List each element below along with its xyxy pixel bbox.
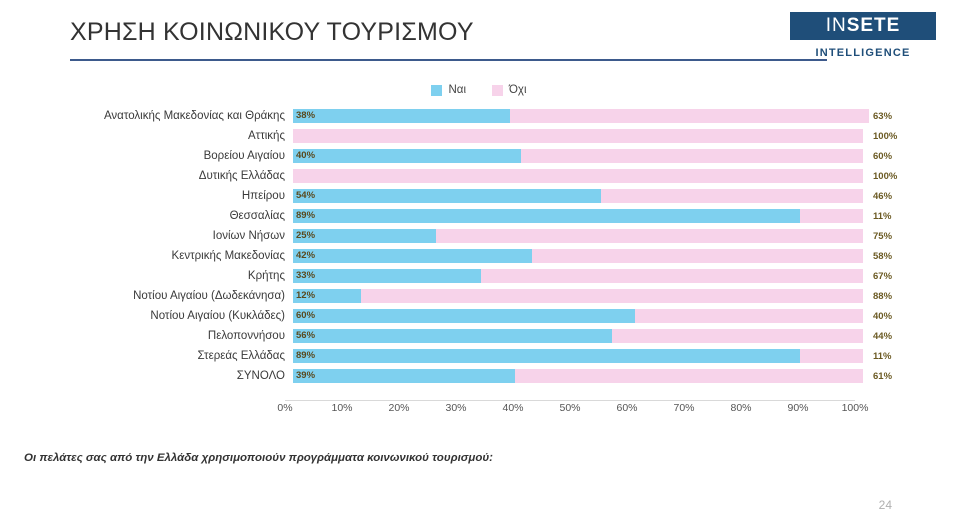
bar-value-label-yes: 89% — [296, 210, 316, 221]
x-axis-line — [285, 400, 855, 401]
bar-value-label-no: 58% — [873, 250, 893, 262]
bar-value-label-yes: 33% — [296, 270, 316, 281]
axis-tick-label: 40% — [502, 402, 524, 414]
bar-segment-no — [481, 269, 863, 283]
bar-track — [293, 229, 863, 243]
axis-tick-label: 60% — [616, 402, 638, 414]
bar-track — [293, 269, 863, 283]
chart-row — [0, 226, 958, 246]
bar-track — [293, 109, 863, 123]
bar-segment-yes — [293, 309, 635, 323]
bar-segment-yes — [293, 349, 800, 363]
logo-wordmark — [790, 12, 936, 40]
legend-item-no[interactable] — [492, 84, 527, 96]
bar-value-label-no: 100% — [873, 130, 898, 142]
category-label: Στερεάς Ελλάδας — [197, 350, 285, 362]
bar-value-label-yes: 38% — [296, 110, 316, 121]
bar-track — [293, 309, 863, 323]
axis-tick-label: 90% — [787, 402, 809, 414]
bar-value-label-yes: 56% — [296, 330, 316, 341]
legend-item-yes[interactable] — [431, 84, 466, 96]
legend-label: Όχι — [509, 84, 527, 96]
axis-tick-label: 30% — [445, 402, 467, 414]
chart-row — [0, 206, 958, 226]
logo-wordmark-bold: SETE — [846, 15, 901, 36]
legend-swatch-icon — [492, 85, 503, 96]
chart-row — [0, 306, 958, 326]
bar-segment-no — [293, 169, 863, 183]
chart-row — [0, 266, 958, 286]
bar-segment-no — [515, 369, 863, 383]
bar-track — [293, 129, 863, 143]
bar-track — [293, 349, 863, 363]
bar-value-label-no: 88% — [873, 290, 893, 302]
bar-segment-yes — [293, 149, 521, 163]
bar-track — [293, 289, 863, 303]
chart-row — [0, 286, 958, 306]
bar-value-label-no: 75% — [873, 230, 893, 242]
axis-tick-label: 50% — [559, 402, 581, 414]
bar-segment-no — [800, 209, 863, 223]
insete-logo — [790, 12, 936, 59]
bar-segment-no — [510, 109, 869, 123]
bar-segment-no — [635, 309, 863, 323]
chart-row — [0, 146, 958, 166]
legend-swatch-icon — [431, 85, 442, 96]
bar-segment-no — [612, 329, 863, 343]
category-label: Κεντρικής Μακεδονίας — [171, 250, 285, 262]
axis-tick-label: 100% — [841, 402, 869, 414]
page-title: ΧΡΗΣΗ ΚΟΙΝΩΝΙΚΟΥ ΤΟΥΡΙΣΜΟΥ — [70, 18, 474, 46]
bar-segment-no — [532, 249, 863, 263]
bar-track — [293, 209, 863, 223]
bar-segment-no — [601, 189, 863, 203]
chart-row — [0, 166, 958, 186]
bar-track — [293, 189, 863, 203]
bar-value-label-yes: 60% — [296, 310, 316, 321]
bar-value-label-no: 61% — [873, 370, 893, 382]
chart-row — [0, 186, 958, 206]
bar-value-label-no: 11% — [873, 210, 892, 222]
bar-segment-no — [800, 349, 863, 363]
chart-row — [0, 366, 958, 386]
bar-value-label-no: 63% — [873, 110, 893, 122]
logo-subtitle: INTELLIGENCE — [815, 47, 911, 59]
bar-value-label-no: 67% — [873, 270, 893, 282]
category-label: Αττικής — [248, 130, 285, 142]
bar-value-label-no: 100% — [873, 170, 898, 182]
bar-segment-no — [521, 149, 863, 163]
category-label: Πελοποννήσου — [207, 330, 285, 342]
bar-value-label-yes: 42% — [296, 250, 316, 261]
bar-segment-yes — [293, 209, 800, 223]
bar-segment-no — [361, 289, 863, 303]
bar-value-label-no: 60% — [873, 150, 893, 162]
chart-footnote: Οι πελάτες σας από την Ελλάδα χρησιμοποιούν προγράμματα κοινωνικού τουρισμού: — [24, 452, 494, 464]
bar-track — [293, 369, 863, 383]
bar-value-label-yes: 25% — [296, 230, 316, 241]
category-label: Νοτίου Αιγαίου (Δωδεκάνησα) — [133, 290, 285, 302]
bar-track — [293, 249, 863, 263]
chart-row — [0, 346, 958, 366]
legend-label: Ναι — [448, 84, 466, 96]
category-label: ΣΥΝΟΛΟ — [236, 370, 285, 382]
bar-track — [293, 149, 863, 163]
bar-segment-no — [293, 129, 863, 143]
category-label: Βορείου Αιγαίου — [203, 150, 285, 162]
category-label: Δυτικής Ελλάδας — [198, 170, 285, 182]
category-label: Ιονίων Νήσων — [212, 230, 285, 242]
bar-value-label-no: 44% — [873, 330, 893, 342]
chart-row — [0, 126, 958, 146]
bar-value-label-yes: 54% — [296, 190, 316, 201]
axis-tick-label: 0% — [277, 402, 293, 414]
chart-row — [0, 326, 958, 346]
axis-tick-label: 80% — [730, 402, 752, 414]
axis-tick-label: 70% — [673, 402, 695, 414]
category-label: Νοτίου Αιγαίου (Κυκλάδες) — [150, 310, 285, 322]
category-label: Θεσσαλίας — [229, 210, 285, 222]
bar-value-label-no: 40% — [873, 310, 893, 322]
bar-segment-yes — [293, 269, 481, 283]
bar-segment-yes — [293, 189, 601, 203]
category-label: Ηπείρου — [241, 190, 285, 202]
bar-value-label-no: 11% — [873, 350, 892, 362]
bar-segment-yes — [293, 249, 532, 263]
bar-value-label-yes: 12% — [296, 290, 316, 301]
chart-row — [0, 246, 958, 266]
logo-wordmark-prefix: IN — [825, 15, 847, 36]
bar-value-label-no: 46% — [873, 190, 893, 202]
chart-row — [0, 106, 958, 126]
bar-value-label-yes: 89% — [296, 350, 316, 361]
bar-value-label-yes: 40% — [296, 150, 316, 161]
axis-tick-label: 20% — [388, 402, 410, 414]
axis-tick-label: 10% — [331, 402, 353, 414]
bar-segment-no — [436, 229, 864, 243]
bar-value-label-yes: 39% — [296, 370, 316, 381]
page-header — [70, 18, 830, 61]
bar-track — [293, 169, 863, 183]
stacked-bar-chart — [0, 106, 958, 406]
category-label: Ανατολικής Μακεδονίας και Θράκης — [103, 110, 285, 122]
x-axis-ticks — [277, 402, 869, 420]
bar-track — [293, 329, 863, 343]
bar-segment-yes — [293, 109, 510, 123]
title-divider — [70, 59, 827, 61]
bar-segment-yes — [293, 329, 612, 343]
page-number: 24 — [878, 498, 892, 512]
chart-legend — [0, 84, 958, 96]
category-label: Κρήτης — [247, 270, 285, 282]
bar-segment-yes — [293, 369, 515, 383]
